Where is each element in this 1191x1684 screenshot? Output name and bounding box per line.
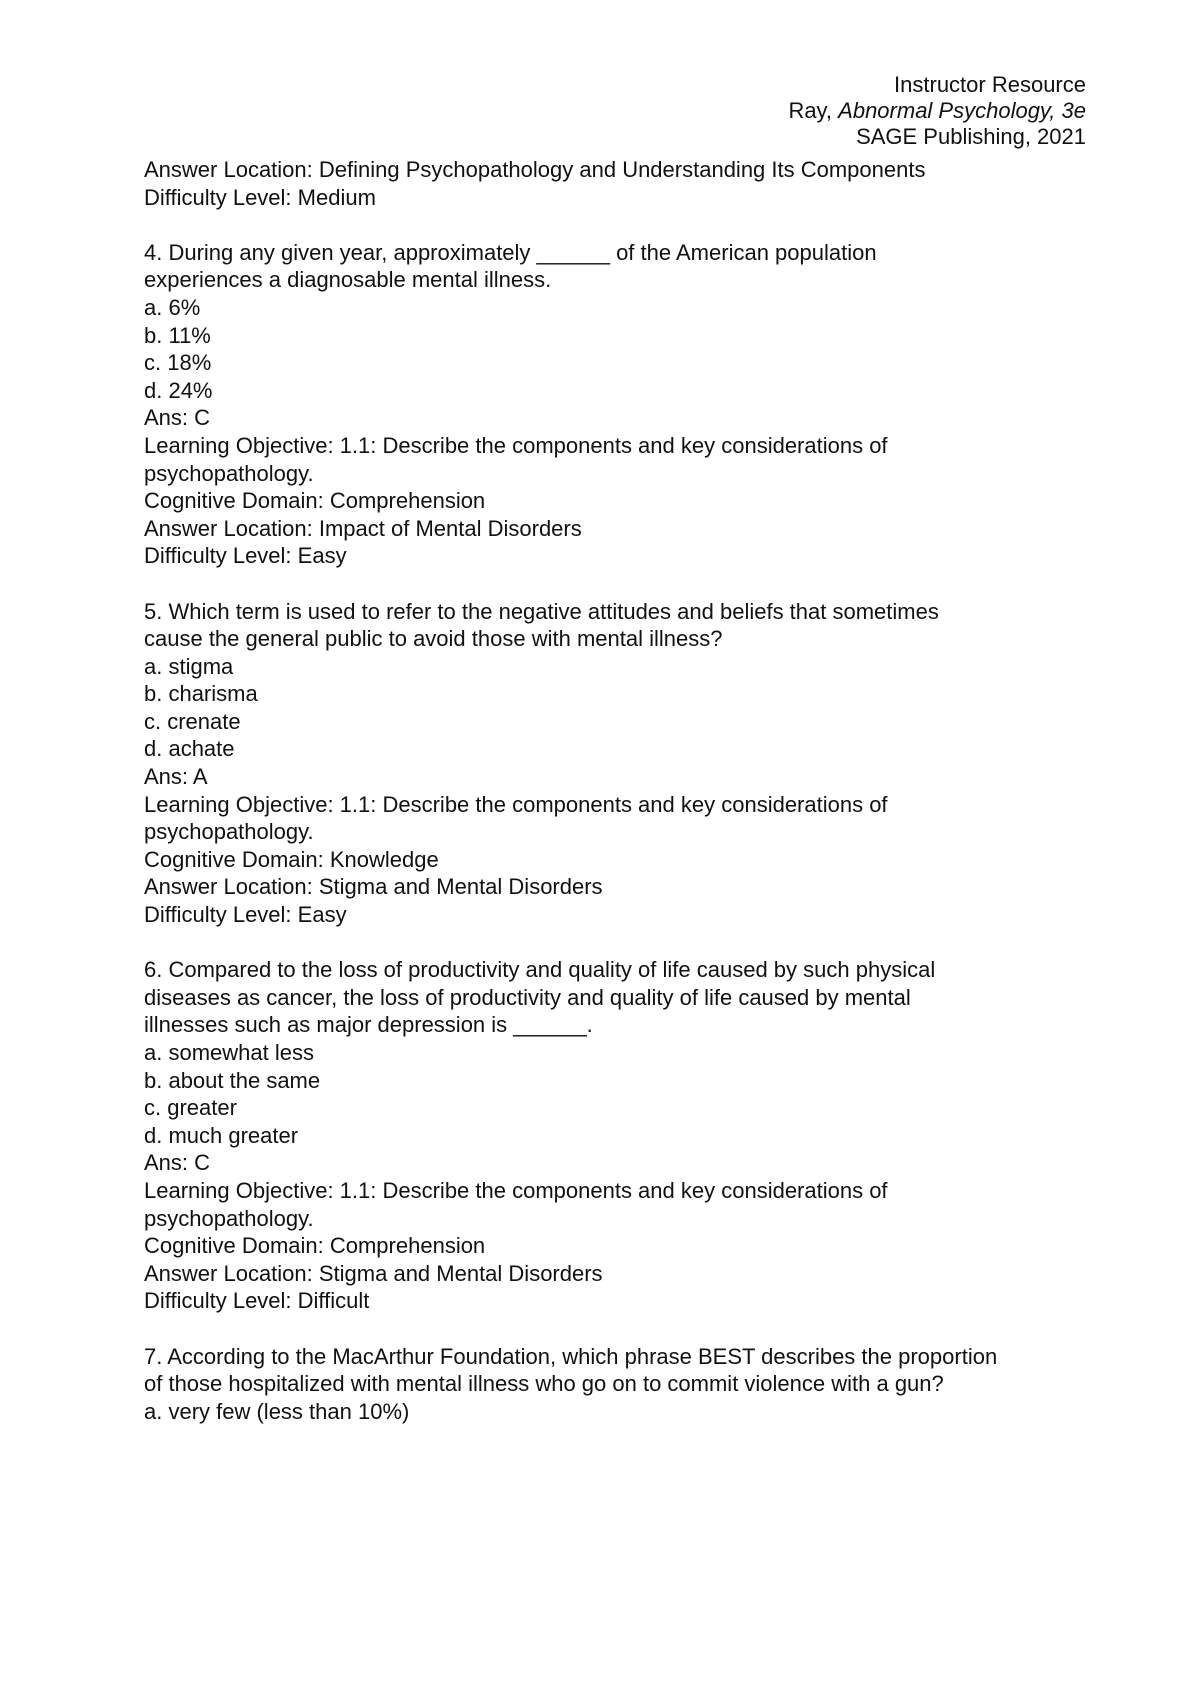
header-book-title: Abnormal Psychology, 3e bbox=[838, 98, 1086, 123]
question-stem: 7. According to the MacArthur Foundation, which phrase BEST describes the proportion bbox=[144, 1343, 998, 1369]
learning-objective: psychopathology. bbox=[144, 1205, 314, 1231]
answer-option: c. crenate bbox=[144, 708, 241, 734]
difficulty-level: Difficulty Level: Difficult bbox=[144, 1288, 370, 1314]
question-stem: experiences a diagnosable mental illness. bbox=[144, 267, 552, 293]
question-stem: illnesses such as major depression is ______. bbox=[144, 1012, 593, 1038]
page-header bbox=[788, 72, 1086, 150]
question-stem: 4. During any given year, approximately ______ of the American population bbox=[144, 239, 877, 265]
header-book-citation bbox=[788, 98, 1086, 124]
learning-objective: psychopathology. bbox=[144, 460, 314, 486]
question-5 bbox=[144, 598, 1084, 929]
question-stem: 6. Compared to the loss of productivity and quality of life caused by such physical bbox=[144, 957, 936, 983]
question-stem: of those hospitalized with mental illness who go on to commit violence with a gun? bbox=[144, 1371, 944, 1397]
answer-option: d. achate bbox=[144, 736, 235, 762]
cognitive-domain: Cognitive Domain: Knowledge bbox=[144, 846, 439, 872]
answer-location: Answer Location: Stigma and Mental Disorders bbox=[144, 874, 603, 900]
answer-option: c. greater bbox=[144, 1095, 237, 1121]
answer-location: Answer Location: Defining Psychopathology and Understanding Its Components bbox=[144, 157, 926, 182]
question-bank bbox=[144, 156, 1084, 1425]
learning-objective: psychopathology. bbox=[144, 819, 314, 845]
question-6 bbox=[144, 956, 1084, 1315]
header-author: Ray, bbox=[788, 98, 839, 123]
difficulty-level: Difficulty Level: Easy bbox=[144, 902, 347, 928]
answer-option: a. stigma bbox=[144, 653, 234, 679]
difficulty-level: Difficulty Level: Easy bbox=[144, 543, 347, 569]
answer-option: b. charisma bbox=[144, 681, 258, 707]
header-publisher: SAGE Publishing, 2021 bbox=[856, 124, 1086, 149]
correct-answer: Ans: A bbox=[144, 764, 208, 790]
previous-question-tail bbox=[144, 156, 1084, 211]
learning-objective: Learning Objective: 1.1: Describe the components and key considerations of bbox=[144, 791, 888, 817]
learning-objective: Learning Objective: 1.1: Describe the components and key considerations of bbox=[144, 432, 888, 458]
spacer bbox=[144, 929, 1084, 957]
answer-option: c. 18% bbox=[144, 350, 212, 376]
question-7 bbox=[144, 1343, 1084, 1426]
answer-option: b. about the same bbox=[144, 1067, 321, 1093]
question-stem: 5. Which term is used to refer to the negative attitudes and beliefs that sometimes bbox=[144, 598, 939, 624]
answer-option: a. 6% bbox=[144, 294, 201, 320]
answer-option: a. very few (less than 10%) bbox=[144, 1398, 410, 1424]
answer-location: Answer Location: Impact of Mental Disorders bbox=[144, 515, 582, 541]
cognitive-domain: Cognitive Domain: Comprehension bbox=[144, 1233, 486, 1259]
answer-option: b. 11% bbox=[144, 322, 211, 348]
answer-location: Answer Location: Stigma and Mental Disorders bbox=[144, 1260, 603, 1286]
difficulty-level: Difficulty Level: Medium bbox=[144, 184, 376, 210]
learning-objective: Learning Objective: 1.1: Describe the components and key considerations of bbox=[144, 1177, 888, 1203]
header-resource-label: Instructor Resource bbox=[894, 72, 1086, 97]
correct-answer: Ans: C bbox=[144, 405, 211, 431]
question-4 bbox=[144, 239, 1084, 570]
spacer bbox=[144, 570, 1084, 598]
spacer bbox=[144, 1315, 1084, 1343]
spacer bbox=[144, 211, 1084, 239]
answer-option: d. 24% bbox=[144, 377, 213, 403]
answer-option: d. much greater bbox=[144, 1122, 299, 1148]
cognitive-domain: Cognitive Domain: Comprehension bbox=[144, 488, 486, 514]
question-stem: diseases as cancer, the loss of productivity and quality of life caused by mental bbox=[144, 984, 911, 1010]
answer-option: a. somewhat less bbox=[144, 1040, 314, 1065]
correct-answer: Ans: C bbox=[144, 1150, 211, 1176]
question-stem: cause the general public to avoid those with mental illness? bbox=[144, 626, 723, 652]
